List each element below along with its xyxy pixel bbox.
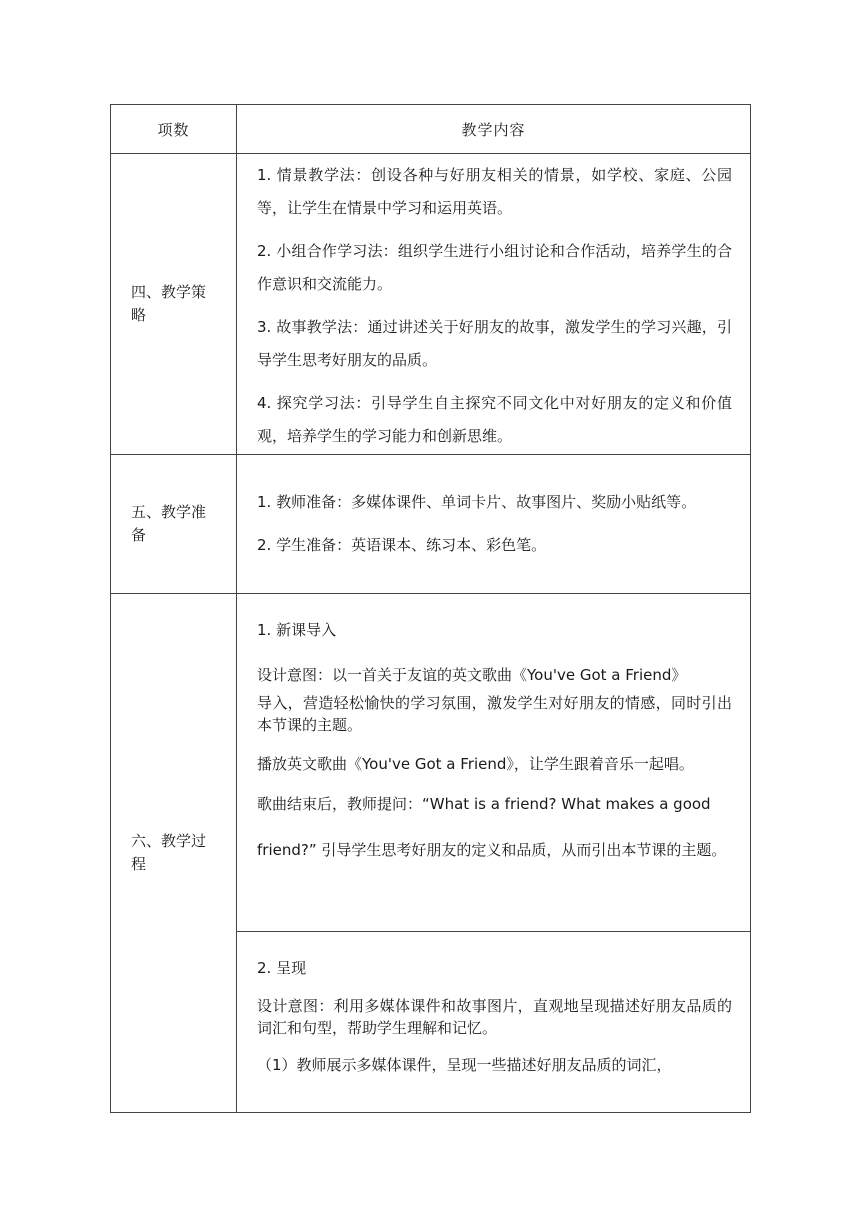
strategy-item-2: 2. 小组合作学习法：组织学生进行小组讨论和合作活动，培养学生的合作意识和交流能力。	[257, 242, 732, 293]
process-step1-content	[237, 594, 751, 932]
step1-intent-line1: 设计意图：以一首关于友谊的英文歌曲《You've Got a Friend》	[257, 666, 687, 684]
step2-title: 2. 呈现	[257, 959, 307, 977]
strategy-item-4: 4. 探究学习法：引导学生自主探究不同文化中对好朋友的定义和价值观，培养学生的学习能力和创新思维。	[257, 394, 732, 445]
process-step2-content	[237, 932, 751, 1113]
step1-title: 1. 新课导入	[257, 621, 337, 639]
strategy-label: 四、教学策略	[111, 154, 237, 455]
process-label: 六、教学过程	[111, 594, 237, 1113]
preparation-item-2: 2. 学生准备：英语课本、练习本、彩色笔。	[257, 536, 547, 554]
step2-item1: （1）教师展示多媒体课件，呈现一些描述好朋友品质的词汇，	[257, 1056, 672, 1074]
table-header-row	[111, 105, 751, 154]
table-row-strategy	[111, 154, 751, 455]
lesson-plan-table	[110, 104, 751, 1113]
step2-intent: 设计意图：利用多媒体课件和故事图片，直观地呈现描述好朋友品质的词汇和句型，帮助学生理解和记忆。	[257, 997, 732, 1037]
strategy-content	[237, 154, 751, 455]
header-teaching-content: 教学内容	[237, 105, 751, 154]
header-item-count: 项数	[111, 105, 237, 154]
step1-play: 播放英文歌曲《You've Got a Friend》，让学生跟着音乐一起唱。	[257, 755, 694, 773]
strategy-item-1: 1. 情景教学法：创设各种与好朋友相关的情景，如学校、家庭、公园等，让学生在情景中学习和运用英语。	[257, 166, 732, 217]
strategy-item-3: 3. 故事教学法：通过讲述关于好朋友的故事，激发学生的学习兴趣，引导学生思考好朋友的品质。	[257, 318, 732, 369]
step1-question-line2: friend?” 引导学生思考好朋友的定义和品质，从而引出本节课的主题。	[257, 841, 727, 859]
table-row-process	[111, 594, 751, 932]
preparation-content	[237, 455, 751, 594]
step1-question-line1: 歌曲结束后，教师提问：“What is a friend? What makes a good	[257, 795, 711, 813]
preparation-label: 五、教学准备	[111, 455, 237, 594]
step1-intent-line2: 导入，营造轻松愉快的学习氛围，激发学生对好朋友的情感，同时引出本节课的主题。	[257, 694, 732, 734]
preparation-item-1: 1. 教师准备：多媒体课件、单词卡片、故事图片、奖励小贴纸等。	[257, 493, 697, 511]
table-row-preparation	[111, 455, 751, 594]
